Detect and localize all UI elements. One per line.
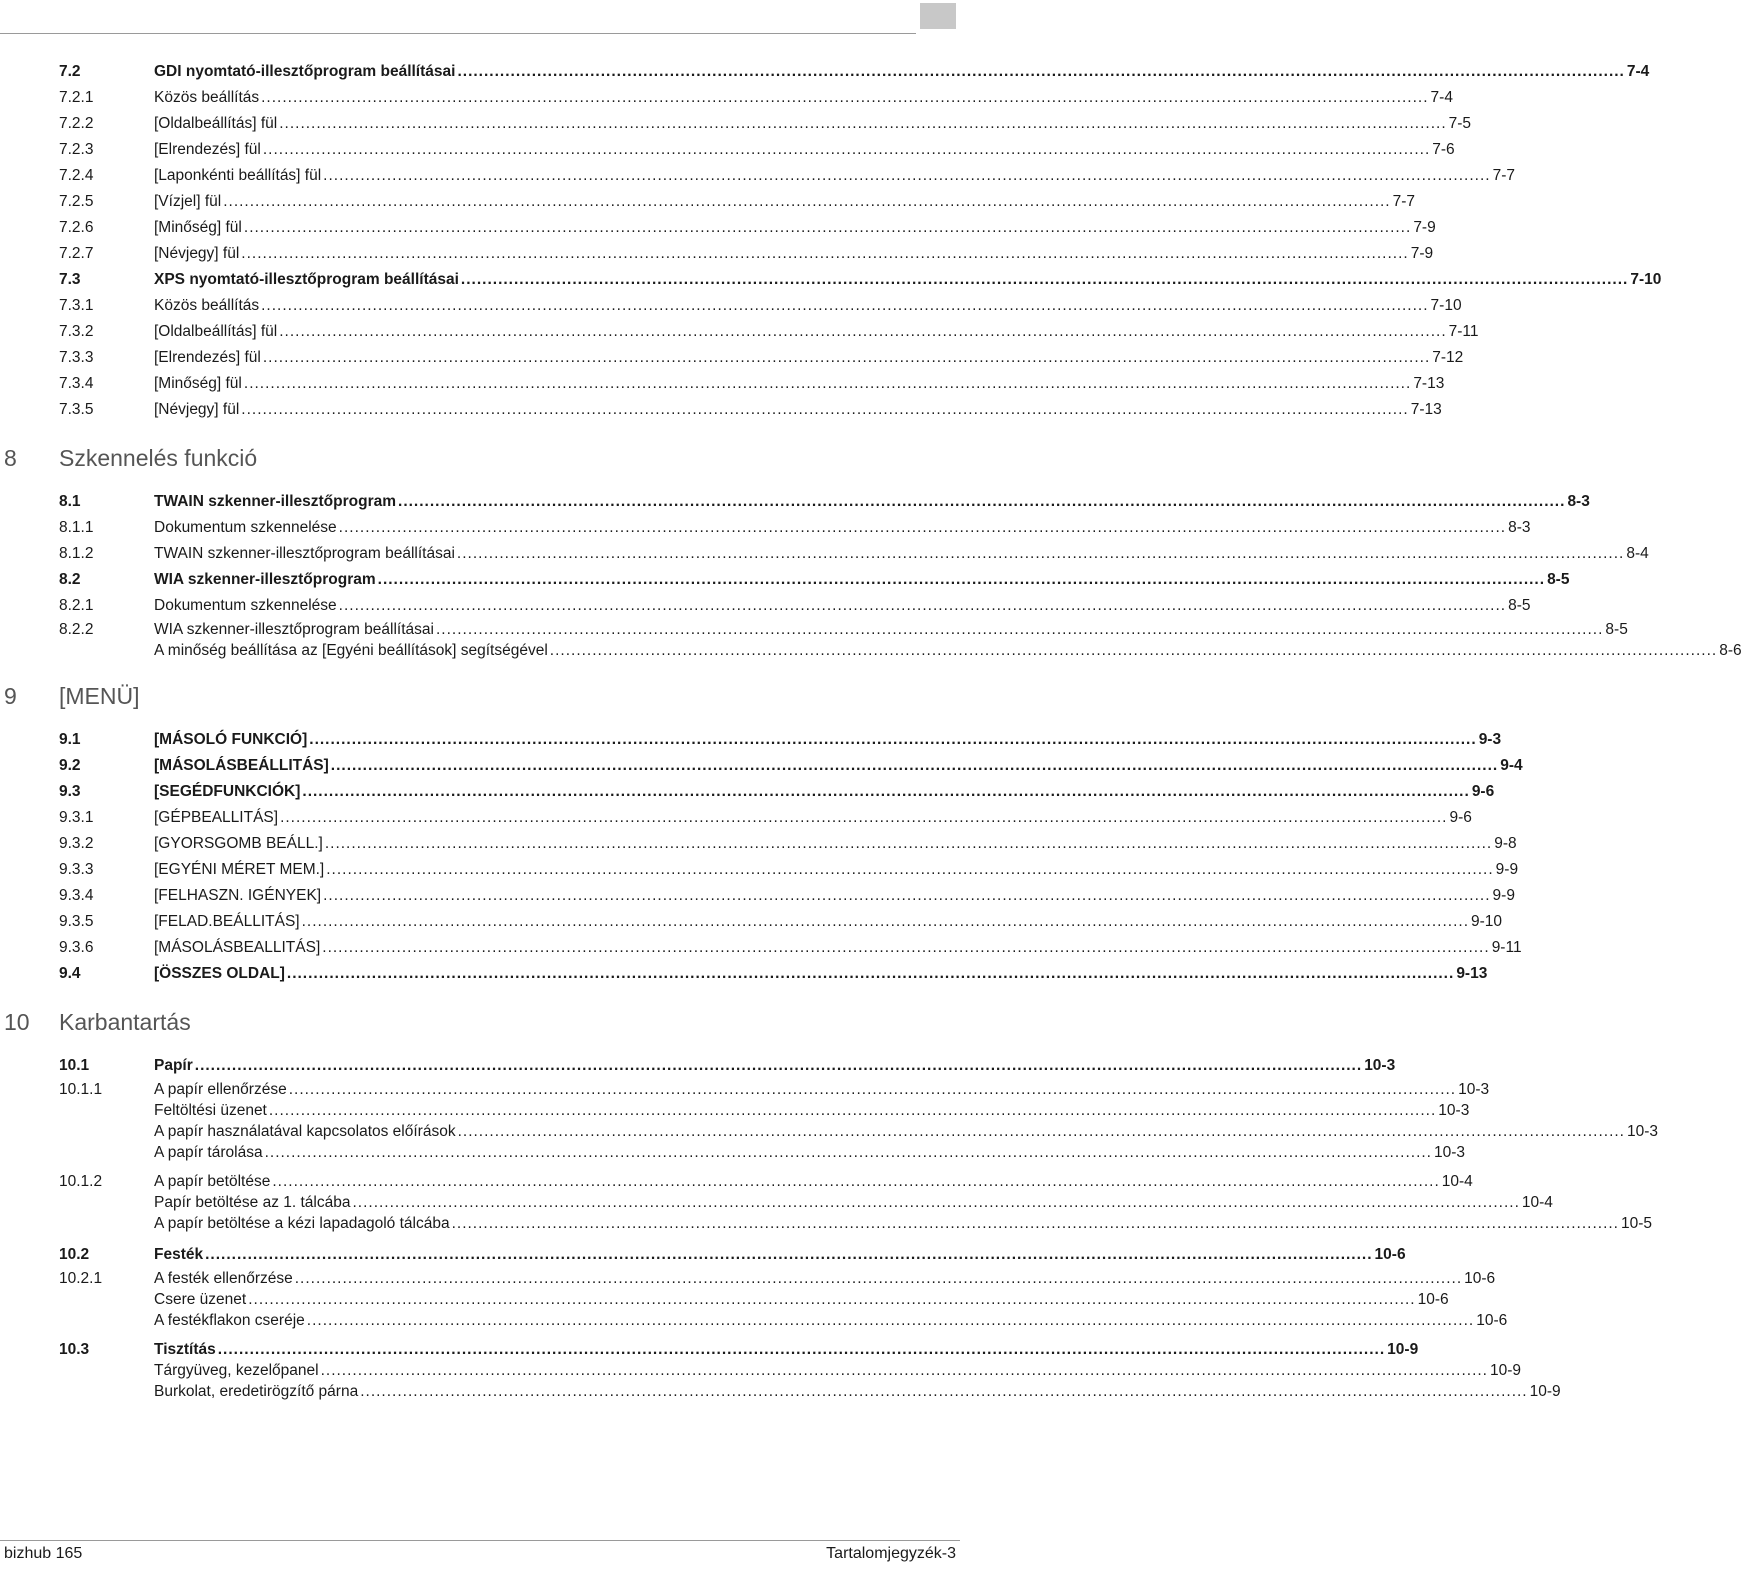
toc-entry-page: 9-3 bbox=[1478, 731, 1502, 748]
toc-entry-number: 8.1.2 bbox=[59, 545, 94, 562]
toc-entry-page: 7-4 bbox=[1626, 63, 1650, 80]
dot-leader: ............................................................................................................................................................................................................................ bbox=[264, 1144, 1432, 1161]
toc-entry-number: 9.1 bbox=[59, 731, 81, 748]
toc-entry[interactable] bbox=[0, 85, 1453, 111]
toc-entry[interactable] bbox=[0, 619, 1628, 640]
toc-entry-line bbox=[154, 137, 1455, 163]
toc-entry-number: 9.3.5 bbox=[59, 913, 94, 930]
toc-entry-title: Papír bbox=[154, 1057, 193, 1074]
dot-leader: ............................................................................................................................................................................................................................ bbox=[248, 1291, 1416, 1308]
toc-entry-line bbox=[154, 883, 1515, 909]
toc-entry-line bbox=[154, 1242, 1406, 1268]
toc-entry-line bbox=[154, 541, 1649, 567]
dot-leader: ............................................................................................................................................................................................................................ bbox=[352, 1194, 1520, 1211]
toc-entry-number: 7.3.5 bbox=[59, 401, 94, 418]
toc-entry-line bbox=[154, 1268, 1496, 1289]
toc-entry-line bbox=[154, 215, 1436, 241]
toc-entry-title: WIA szkenner-illesztőprogram bbox=[154, 571, 376, 588]
toc-entry-line bbox=[154, 489, 1590, 515]
toc-entry-title: Csere üzenet bbox=[154, 1291, 247, 1308]
toc-entry[interactable] bbox=[0, 241, 1434, 267]
toc-entry-title: [Vízjel] fül bbox=[154, 193, 222, 210]
toc-entry-line bbox=[154, 619, 1628, 640]
toc-entry-page: 7-10 bbox=[1630, 271, 1662, 288]
toc-entry-line bbox=[154, 567, 1570, 593]
toc-entry[interactable] bbox=[0, 883, 1515, 909]
toc-entry-page: 10-5 bbox=[1621, 1215, 1653, 1232]
dot-leader: ............................................................................................................................................................................................................................ bbox=[324, 835, 1493, 852]
dot-leader: ............................................................................................................................................................................................................................ bbox=[243, 219, 1412, 236]
toc-entry-page: 9-9 bbox=[1492, 887, 1515, 904]
toc-entry[interactable] bbox=[0, 163, 1515, 189]
toc-entry-line bbox=[154, 857, 1519, 883]
dot-leader: ............................................................................................................................................................................................................................ bbox=[241, 401, 1409, 418]
dot-leader: ............................................................................................................................................................................................................................ bbox=[223, 193, 1391, 210]
toc-entry-number: 7.2.2 bbox=[59, 115, 94, 132]
toc-entry-page: 8-4 bbox=[1626, 545, 1649, 562]
toc-entry-number: 9.3.4 bbox=[59, 887, 94, 904]
toc-entry-line bbox=[154, 1360, 1522, 1381]
dot-leader: ............................................................................................................................................................................................................................ bbox=[279, 323, 1447, 340]
toc-entry-title: A festék ellenőrzése bbox=[154, 1270, 293, 1287]
toc-entry-page: 7-11 bbox=[1448, 323, 1479, 340]
toc-entry-page: 7-10 bbox=[1430, 297, 1462, 314]
toc-entry-number: 7.2.5 bbox=[59, 193, 94, 210]
toc-entry-title: [Elrendezés] fül bbox=[154, 141, 261, 158]
toc-entry-line bbox=[154, 1053, 1396, 1079]
chapter-title: [MENÜ] bbox=[59, 683, 140, 709]
toc-entry[interactable] bbox=[0, 1213, 1653, 1234]
toc-entry-page: 10-6 bbox=[1464, 1270, 1496, 1287]
toc-entry-title: Tisztítás bbox=[154, 1341, 216, 1358]
toc-entry[interactable] bbox=[0, 137, 1455, 163]
toc-entry-line bbox=[154, 293, 1462, 319]
toc-entry-title: A papír betöltése a kézi lapadagoló tálcába bbox=[154, 1215, 450, 1232]
toc-entry-line bbox=[154, 189, 1416, 215]
toc-entry-title: [Elrendezés] fül bbox=[154, 349, 261, 366]
toc-entry-page: 9-6 bbox=[1449, 809, 1472, 826]
toc-entry[interactable] bbox=[0, 935, 1522, 961]
footer-page-label: Tartalomjegyzék-3 bbox=[826, 1545, 956, 1562]
toc-entry-line bbox=[154, 935, 1522, 961]
toc-entry-title: [FELAD.BEÁLLITÁS] bbox=[154, 913, 300, 930]
toc-entry[interactable] bbox=[0, 1289, 1449, 1310]
toc-entry-title: TWAIN szkenner-illesztőprogram beállításai bbox=[154, 545, 455, 562]
toc-entry-title: GDI nyomtató-illesztőprogram beállításai bbox=[154, 63, 456, 80]
toc-entry-page: 8-3 bbox=[1567, 493, 1590, 510]
toc-entry-page: 10-9 bbox=[1490, 1362, 1522, 1379]
dot-leader: ............................................................................................................................................................................................................................ bbox=[360, 1383, 1528, 1400]
toc-entry-title: [ÖSSZES OLDAL] bbox=[154, 965, 285, 982]
toc-entry-page: 10-4 bbox=[1521, 1194, 1553, 1211]
toc-entry-line bbox=[154, 593, 1531, 619]
toc-entry-page: 7-12 bbox=[1432, 349, 1464, 366]
dot-leader: ............................................................................................................................................................................................................................ bbox=[261, 89, 1429, 106]
toc-entry-number: 10.1.2 bbox=[59, 1173, 103, 1190]
toc-entry-line bbox=[154, 727, 1502, 753]
dot-leader: ............................................................................................................................................................................................................................ bbox=[194, 1057, 1363, 1074]
toc-entry-page: 8-6 bbox=[1719, 642, 1742, 659]
toc-entry[interactable] bbox=[0, 1360, 1522, 1381]
toc-entry-number: 10.1.1 bbox=[59, 1081, 103, 1098]
toc-entry-title: [Névjegy] fül bbox=[154, 401, 240, 418]
toc-entry[interactable] bbox=[0, 1339, 1419, 1360]
toc-entry-page: 8-3 bbox=[1508, 519, 1531, 536]
toc-entry-title: [MÁSOLÁSBEALLITÁS] bbox=[154, 939, 321, 956]
chapter-title: Karbantartás bbox=[59, 1009, 191, 1035]
toc-entry-line bbox=[154, 1339, 1419, 1360]
dot-leader: ............................................................................................................................................................................................................................ bbox=[322, 939, 1490, 956]
toc-entry-number: 10.2.1 bbox=[59, 1270, 103, 1287]
toc-entry-number: 7.2.1 bbox=[59, 89, 94, 106]
dot-leader: ............................................................................................................................................................................................................................ bbox=[460, 271, 1629, 288]
toc-entry-number: 9.4 bbox=[59, 965, 81, 982]
chapter-heading bbox=[0, 683, 960, 719]
toc-entry-line bbox=[154, 640, 1742, 661]
toc-entry-title: [Oldalbeállítás] fül bbox=[154, 115, 278, 132]
toc-entry-title: Burkolat, eredetirögzítő párna bbox=[154, 1383, 359, 1400]
toc-entry-title: A festékflakon cseréje bbox=[154, 1312, 305, 1329]
dot-leader: ............................................................................................................................................................................................................................ bbox=[309, 731, 1477, 748]
toc-entry[interactable] bbox=[0, 1053, 1396, 1079]
toc-entry-line bbox=[154, 319, 1479, 345]
toc-entry-line bbox=[154, 1289, 1449, 1310]
dot-leader: ............................................................................................................................................................................................................................ bbox=[456, 545, 1625, 562]
toc-entry-page: 9-6 bbox=[1471, 783, 1495, 800]
toc-entry-number: 9.3.1 bbox=[59, 809, 94, 826]
toc-entry-number: 7.2.7 bbox=[59, 245, 94, 262]
toc-entry-title: [Névjegy] fül bbox=[154, 245, 240, 262]
table-of-contents bbox=[0, 59, 1742, 1402]
toc-entry-line bbox=[154, 111, 1472, 137]
toc-entry-line bbox=[154, 345, 1464, 371]
dot-leader: ............................................................................................................................................................................................................................ bbox=[326, 861, 1494, 878]
toc-entry[interactable] bbox=[0, 1192, 1553, 1213]
toc-entry-page: 9-10 bbox=[1471, 913, 1503, 930]
toc-entry[interactable] bbox=[0, 1121, 1659, 1142]
toc-entry-number: 7.3.3 bbox=[59, 349, 94, 366]
toc-entry-title: [FELHASZN. IGÉNYEK] bbox=[154, 887, 322, 904]
toc-entry-page: 7-6 bbox=[1432, 141, 1455, 158]
dot-leader: ............................................................................................................................................................................................................................ bbox=[262, 349, 1431, 366]
toc-entry-number: 9.2 bbox=[59, 757, 81, 774]
toc-entry-page: 7-9 bbox=[1410, 245, 1434, 262]
toc-entry-number: 10.2 bbox=[59, 1246, 90, 1263]
dot-leader: ............................................................................................................................................................................................................................ bbox=[302, 783, 1470, 800]
toc-entry-page: 7-4 bbox=[1430, 89, 1453, 106]
toc-entry-page: 7-5 bbox=[1448, 115, 1472, 132]
dot-leader: ............................................................................................................................................................................................................................ bbox=[457, 63, 1625, 80]
toc-entry[interactable] bbox=[0, 1310, 1508, 1331]
toc-entry-page: 8-5 bbox=[1605, 621, 1628, 638]
toc-entry[interactable] bbox=[0, 1242, 1406, 1268]
toc-entry-title: A papír használatával kapcsolatos előírások bbox=[154, 1123, 456, 1140]
toc-entry-title: Festék bbox=[154, 1246, 204, 1263]
dot-leader: ............................................................................................................................................................................................................................ bbox=[377, 571, 1546, 588]
toc-entry-title: WIA szkenner-illesztőprogram beállításai bbox=[154, 621, 434, 638]
toc-entry[interactable] bbox=[0, 319, 1479, 345]
toc-entry-line bbox=[154, 1100, 1470, 1121]
toc-entry-line bbox=[154, 515, 1531, 541]
toc-entry-title: Közös beállítás bbox=[154, 89, 260, 106]
dot-leader: ............................................................................................................................................................................................................................ bbox=[286, 965, 1455, 982]
corner-tab-marker bbox=[920, 3, 956, 29]
dot-leader: ............................................................................................................................................................................................................................ bbox=[338, 597, 1507, 614]
dot-leader: ............................................................................................................................................................................................................................ bbox=[549, 642, 1718, 659]
toc-entry[interactable] bbox=[0, 1100, 1470, 1121]
toc-entry[interactable] bbox=[0, 1171, 1473, 1192]
dot-leader: ............................................................................................................................................................................................................................ bbox=[451, 1215, 1619, 1232]
toc-entry-line bbox=[154, 909, 1503, 935]
toc-entry-title: Dokumentum szkennelése bbox=[154, 519, 337, 536]
dot-leader: ............................................................................................................................................................................................................................ bbox=[435, 621, 1604, 638]
toc-entry[interactable] bbox=[0, 189, 1416, 215]
toc-entry-title: Közös beállítás bbox=[154, 297, 260, 314]
toc-entry[interactable] bbox=[0, 515, 1531, 541]
toc-entry-line bbox=[154, 397, 1442, 423]
toc-entry-line bbox=[154, 1192, 1553, 1213]
toc-entry-title: [GÉPBEALLITÁS] bbox=[154, 809, 279, 826]
toc-entry-page: 10-9 bbox=[1387, 1341, 1419, 1358]
dot-leader: ............................................................................................................................................................................................................................ bbox=[262, 141, 1431, 158]
dot-leader: ............................................................................................................................................................................................................................ bbox=[323, 167, 1491, 184]
chapter-number: 9 bbox=[4, 683, 17, 709]
toc-entry-title: [GYORSGOMB BEÁLL.] bbox=[154, 835, 323, 852]
toc-entry-title: [MÁSOLÁSBEÁLLITÁS] bbox=[154, 757, 329, 774]
toc-entry[interactable] bbox=[0, 267, 1662, 293]
toc-entry-page: 10-3 bbox=[1434, 1144, 1466, 1161]
toc-entry[interactable] bbox=[0, 1142, 1466, 1163]
dot-leader: ............................................................................................................................................................................................................................ bbox=[306, 1312, 1475, 1329]
dot-leader: ............................................................................................................................................................................................................................ bbox=[320, 1362, 1488, 1379]
toc-entry-number: 9.3.2 bbox=[59, 835, 94, 852]
toc-entry-title: Papír betöltése az 1. tálcába bbox=[154, 1194, 351, 1211]
toc-entry-page: 7-13 bbox=[1410, 401, 1442, 418]
dot-leader: ............................................................................................................................................................................................................................ bbox=[301, 913, 1470, 930]
toc-entry[interactable] bbox=[0, 397, 1442, 423]
toc-entry-line bbox=[154, 1121, 1659, 1142]
toc-entry-line bbox=[154, 1079, 1490, 1100]
corner-tab bbox=[916, 0, 960, 33]
toc-entry[interactable] bbox=[0, 541, 1649, 567]
toc-entry-page: 10-3 bbox=[1438, 1102, 1470, 1119]
toc-entry-number: 8.1 bbox=[59, 493, 81, 510]
toc-entry-page: 10-9 bbox=[1529, 1383, 1561, 1400]
toc-entry-title: [SEGÉDFUNKCIÓK] bbox=[154, 783, 301, 800]
toc-entry-line bbox=[154, 1310, 1508, 1331]
toc-entry[interactable] bbox=[0, 831, 1517, 857]
chapter-title: Szkennelés funkció bbox=[59, 445, 258, 471]
toc-entry[interactable] bbox=[0, 909, 1503, 935]
toc-entry-page: 10-6 bbox=[1476, 1312, 1508, 1329]
toc-entry[interactable] bbox=[0, 371, 1445, 397]
chapter-heading bbox=[0, 445, 960, 481]
chapter-heading bbox=[0, 1009, 960, 1045]
toc-entry[interactable] bbox=[0, 753, 1523, 779]
toc-entry-title: [Laponkénti beállítás] fül bbox=[154, 167, 322, 184]
toc-entry[interactable] bbox=[0, 567, 1570, 593]
dot-leader: ............................................................................................................................................................................................................................ bbox=[338, 519, 1507, 536]
toc-entry-number: 8.2 bbox=[59, 571, 81, 588]
toc-entry-number: 8.2.1 bbox=[59, 597, 94, 614]
toc-entry-number: 7.3 bbox=[59, 271, 81, 288]
toc-entry-title: A papír ellenőrzése bbox=[154, 1081, 287, 1098]
toc-entry-number: 8.2.2 bbox=[59, 621, 94, 638]
toc-entry[interactable] bbox=[0, 805, 1472, 831]
toc-entry-title: [Minőség] fül bbox=[154, 375, 242, 392]
toc-entry-page: 9-13 bbox=[1456, 965, 1488, 982]
toc-entry[interactable] bbox=[0, 961, 1488, 987]
toc-entry-line bbox=[154, 267, 1662, 293]
dot-leader: ............................................................................................................................................................................................................................ bbox=[457, 1123, 1625, 1140]
toc-entry-number: 9.3.6 bbox=[59, 939, 94, 956]
toc-entry-line bbox=[154, 1381, 1561, 1402]
toc-entry-line bbox=[154, 163, 1515, 189]
toc-entry-number: 7.2.4 bbox=[59, 167, 94, 184]
toc-entry-number: 10.3 bbox=[59, 1341, 90, 1358]
toc-entry-title: A minőség beállítása az [Egyéni beállítások] segítségével bbox=[154, 642, 548, 659]
toc-entry[interactable] bbox=[0, 1079, 1490, 1100]
toc-entry-page: 9-11 bbox=[1491, 939, 1522, 956]
toc-entry-title: XPS nyomtató-illesztőprogram beállításai bbox=[154, 271, 459, 288]
toc-entry-number: 7.3.4 bbox=[59, 375, 94, 392]
dot-leader: ............................................................................................................................................................................................................................ bbox=[272, 1173, 1440, 1190]
toc-entry-line bbox=[154, 779, 1495, 805]
dot-leader: ............................................................................................................................................................................................................................ bbox=[268, 1102, 1437, 1119]
toc-entry-line bbox=[154, 805, 1472, 831]
toc-entry[interactable] bbox=[0, 489, 1590, 515]
toc-entry-title: TWAIN szkenner-illesztőprogram bbox=[154, 493, 397, 510]
toc-entry-page: 9-8 bbox=[1494, 835, 1517, 852]
toc-entry[interactable] bbox=[0, 593, 1531, 619]
dot-leader: ............................................................................................................................................................................................................................ bbox=[323, 887, 1491, 904]
toc-entry-page: 9-4 bbox=[1500, 757, 1523, 774]
toc-entry-line bbox=[154, 753, 1523, 779]
toc-entry-page: 10-4 bbox=[1441, 1173, 1473, 1190]
toc-entry-number: 7.3.2 bbox=[59, 323, 94, 340]
toc-entry-number: 8.1.1 bbox=[59, 519, 94, 536]
dot-leader: ............................................................................................................................................................................................................................ bbox=[280, 809, 1448, 826]
toc-entry-page: 7-7 bbox=[1392, 193, 1416, 210]
toc-entry[interactable] bbox=[0, 345, 1464, 371]
toc-entry[interactable] bbox=[0, 640, 1742, 661]
dot-leader: ............................................................................................................................................................................................................................ bbox=[241, 245, 1409, 262]
toc-entry[interactable] bbox=[0, 59, 1650, 85]
dot-leader: ............................................................................................................................................................................................................................ bbox=[261, 297, 1429, 314]
toc-entry-title: Feltöltési üzenet bbox=[154, 1102, 267, 1119]
dot-leader: ............................................................................................................................................................................................................................ bbox=[398, 493, 1566, 510]
toc-entry-number: 7.3.1 bbox=[59, 297, 94, 314]
toc-entry-page: 10-3 bbox=[1364, 1057, 1396, 1074]
toc-entry-title: Tárgyüveg, kezelőpanel bbox=[154, 1362, 319, 1379]
toc-entry-title: [Oldalbeállítás] fül bbox=[154, 323, 278, 340]
toc-entry-number: 10.1 bbox=[59, 1057, 90, 1074]
toc-entry[interactable] bbox=[0, 779, 1495, 805]
toc-entry-page: 9-9 bbox=[1495, 861, 1519, 878]
toc-entry-page: 8-5 bbox=[1547, 571, 1570, 588]
dot-leader: ............................................................................................................................................................................................................................ bbox=[217, 1341, 1386, 1358]
chapter-number: 10 bbox=[4, 1009, 30, 1035]
toc-entry-line bbox=[154, 1142, 1466, 1163]
footer-product-name: bizhub 165 bbox=[4, 1545, 83, 1562]
toc-entry-page: 8-5 bbox=[1508, 597, 1531, 614]
toc-entry-title: A papír betöltése bbox=[154, 1173, 271, 1190]
toc-entry-line bbox=[154, 1213, 1653, 1234]
dot-leader: ............................................................................................................................................................................................................................ bbox=[279, 115, 1447, 132]
toc-entry[interactable] bbox=[0, 857, 1519, 883]
toc-entry-number: 7.2.3 bbox=[59, 141, 94, 158]
toc-entry-line bbox=[154, 241, 1434, 267]
toc-entry[interactable] bbox=[0, 1381, 1561, 1402]
toc-entry-title: A papír tárolása bbox=[154, 1144, 263, 1161]
toc-entry-page: 7-7 bbox=[1492, 167, 1515, 184]
toc-entry[interactable] bbox=[0, 727, 1502, 753]
toc-entry[interactable] bbox=[0, 293, 1462, 319]
toc-entry-page: 10-3 bbox=[1627, 1123, 1659, 1140]
chapter-number: 8 bbox=[4, 445, 17, 471]
toc-entry-title: [Minőség] fül bbox=[154, 219, 242, 236]
toc-entry-title: [EGYÉNI MÉRET MEM.] bbox=[154, 861, 325, 878]
toc-entry-number: 9.3 bbox=[59, 783, 81, 800]
toc-entry-page: 10-6 bbox=[1417, 1291, 1449, 1308]
dot-leader: ............................................................................................................................................................................................................................ bbox=[330, 757, 1499, 774]
toc-entry-line bbox=[154, 85, 1453, 111]
toc-entry-number: 7.2 bbox=[59, 63, 81, 80]
toc-entry-page: 7-9 bbox=[1413, 219, 1436, 236]
toc-entry-line bbox=[154, 831, 1517, 857]
toc-entry-line bbox=[154, 371, 1445, 397]
dot-leader: ............................................................................................................................................................................................................................ bbox=[205, 1246, 1373, 1263]
toc-entry-line bbox=[154, 59, 1650, 85]
toc-entry-title: [MÁSOLÓ FUNKCIÓ] bbox=[154, 731, 308, 748]
toc-entry[interactable] bbox=[0, 215, 1436, 241]
toc-entry-page: 7-13 bbox=[1413, 375, 1445, 392]
header-rule bbox=[0, 33, 916, 34]
dot-leader: ............................................................................................................................................................................................................................ bbox=[288, 1081, 1457, 1098]
toc-entry-page: 10-6 bbox=[1374, 1246, 1406, 1263]
toc-entry-number: 7.2.6 bbox=[59, 219, 94, 236]
toc-entry[interactable] bbox=[0, 111, 1472, 137]
toc-entry-page: 10-3 bbox=[1458, 1081, 1490, 1098]
dot-leader: ............................................................................................................................................................................................................................ bbox=[294, 1270, 1463, 1287]
toc-entry-line bbox=[154, 961, 1488, 987]
footer-rule bbox=[0, 1540, 960, 1541]
toc-entry-line bbox=[154, 1171, 1473, 1192]
toc-entry-title: Dokumentum szkennelése bbox=[154, 597, 337, 614]
dot-leader: ............................................................................................................................................................................................................................ bbox=[243, 375, 1412, 392]
toc-entry-number: 9.3.3 bbox=[59, 861, 94, 878]
toc-entry[interactable] bbox=[0, 1268, 1496, 1289]
